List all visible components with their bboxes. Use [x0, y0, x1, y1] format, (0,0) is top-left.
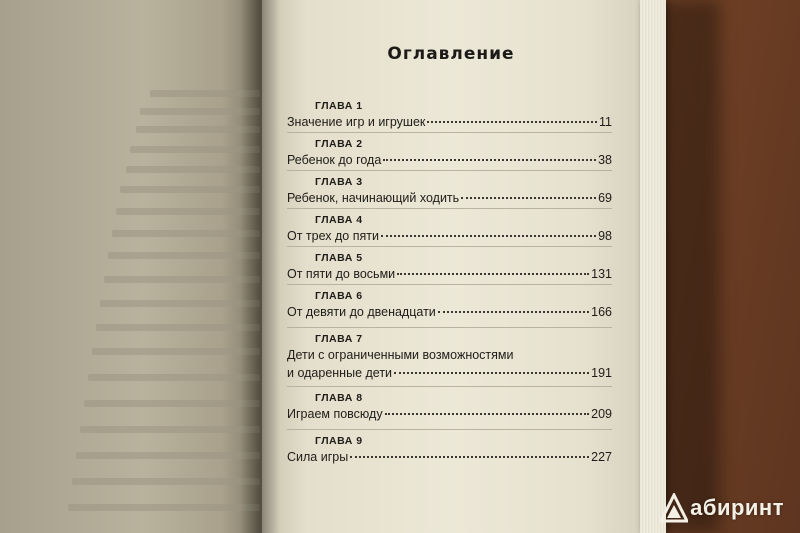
toc-divider — [287, 284, 612, 285]
chapter-title: Значение игр и игрушек — [287, 115, 426, 129]
faded-text-line — [92, 348, 260, 355]
dot-leader — [381, 234, 596, 237]
entry-line — [287, 347, 612, 364]
entry-line — [287, 266, 612, 283]
chapter-label: ГЛАВА 8 — [315, 392, 363, 404]
entry-line — [287, 152, 612, 169]
entry-line — [287, 228, 612, 245]
faded-text-line — [80, 426, 260, 433]
faded-text-line — [68, 504, 260, 511]
toc-divider — [287, 246, 612, 247]
right-page — [262, 0, 640, 533]
chapter-label: ГЛАВА 7 — [315, 333, 363, 345]
dot-leader — [397, 272, 589, 275]
page-number: 131 — [591, 267, 612, 281]
toc-entry — [287, 99, 612, 131]
toc-entry — [287, 332, 612, 382]
dot-leader — [383, 158, 596, 161]
watermark-text: абиринт — [690, 495, 784, 520]
toc-entry — [287, 137, 612, 169]
toc-entry — [287, 213, 612, 245]
faded-text-line — [100, 300, 260, 307]
faded-text-line — [104, 276, 260, 283]
labirint-logo-icon — [660, 493, 688, 523]
page-number: 209 — [591, 407, 612, 421]
entry-line — [287, 304, 612, 321]
dot-leader — [438, 310, 589, 313]
faded-text-line — [112, 230, 260, 237]
chapter-title: Дети с ограниченными возможностями — [287, 348, 514, 362]
toc-entry — [287, 289, 612, 321]
page-number: 98 — [598, 229, 612, 243]
toc-title: Оглавление — [387, 44, 515, 64]
chapter-label: ГЛАВА 6 — [315, 290, 363, 302]
entry-line — [287, 449, 612, 466]
book-gutter — [240, 0, 280, 533]
chapter-title: Ребенок до года — [287, 153, 382, 167]
chapter-label: ГЛАВА 4 — [315, 214, 363, 226]
page-number: 38 — [598, 153, 612, 167]
faded-text-line — [108, 252, 260, 259]
page-number: 11 — [599, 115, 612, 129]
toc-entry — [287, 391, 612, 423]
chapter-label: ГЛАВА 1 — [315, 100, 363, 112]
faded-text-line — [72, 478, 260, 485]
page-edges — [640, 0, 666, 533]
faded-text-line — [84, 400, 260, 407]
dot-leader — [427, 120, 597, 123]
faded-text-line — [88, 374, 260, 381]
chapter-title: и одаренные дети — [287, 366, 393, 380]
toc-divider — [287, 132, 612, 133]
faded-text-line — [76, 452, 260, 459]
dot-leader — [461, 196, 596, 199]
faded-text-line — [120, 186, 260, 193]
page-number: 166 — [591, 305, 612, 319]
toc-divider — [287, 327, 612, 328]
toc-entry — [287, 251, 612, 283]
chapter-label: ГЛАВА 5 — [315, 252, 363, 264]
toc-divider — [287, 386, 612, 387]
page-number: 69 — [598, 191, 612, 205]
chapter-label: ГЛАВА 3 — [315, 176, 363, 188]
entry-line — [287, 406, 612, 423]
chapter-label: ГЛАВА 2 — [315, 138, 363, 150]
chapter-title: От девяти до двенадцати — [287, 305, 436, 319]
chapter-title: От трех до пяти — [287, 229, 379, 243]
dot-leader — [385, 412, 590, 415]
chapter-title: Ребенок, начинающий ходить — [287, 191, 460, 205]
entry-line — [287, 114, 612, 131]
faded-text-line — [96, 324, 260, 331]
dot-leader — [394, 371, 589, 374]
entry-line — [287, 190, 612, 207]
chapter-title: Сила игры — [287, 450, 349, 464]
chapter-label: ГЛАВА 9 — [315, 435, 363, 447]
left-page — [0, 0, 262, 533]
toc-divider — [287, 429, 612, 430]
toc-entry — [287, 175, 612, 207]
page-number: 191 — [591, 366, 612, 380]
page-number: 227 — [591, 450, 612, 464]
toc-divider — [287, 170, 612, 171]
watermark — [660, 493, 784, 523]
toc-entry — [287, 434, 612, 466]
chapter-title: От пяти до восьми — [287, 267, 396, 281]
dot-leader — [350, 455, 589, 458]
faded-text-line — [116, 208, 260, 215]
entry-line — [287, 364, 612, 382]
chapter-title: Играем повсюду — [287, 407, 383, 421]
toc-divider — [287, 208, 612, 209]
